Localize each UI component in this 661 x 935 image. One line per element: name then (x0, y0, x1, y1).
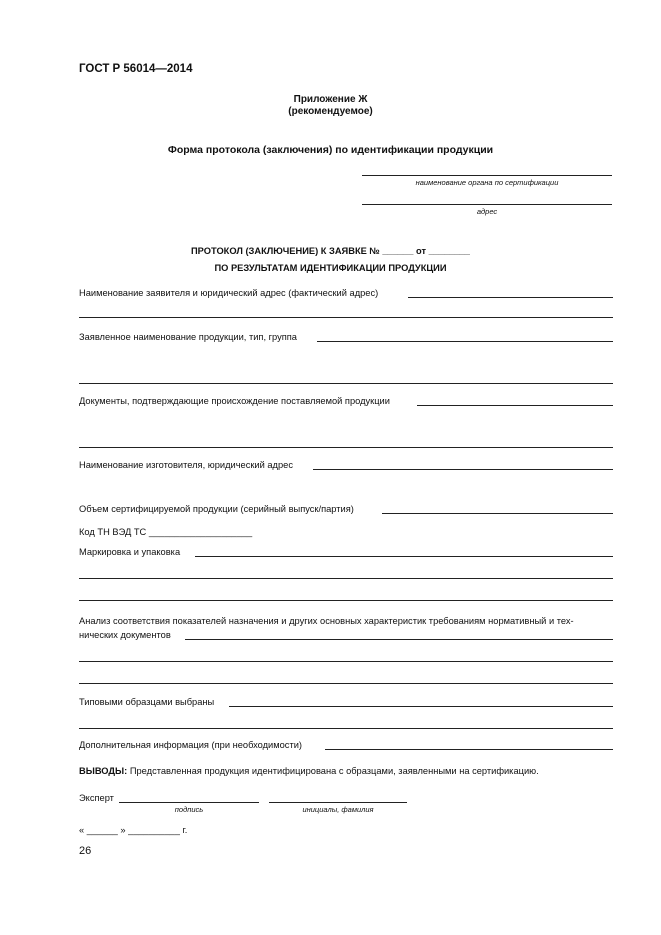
additional-label: Дополнительная информация (при необходимости) (79, 740, 302, 750)
page-number: 26 (79, 845, 92, 857)
analysis-field-line3[interactable] (79, 683, 613, 684)
protocol-from: от (416, 246, 427, 256)
annex-subtitle: (рекомендуемое) (288, 106, 373, 117)
expert-name-caption: инициалы, фамилия (302, 805, 374, 814)
additional-field[interactable] (325, 749, 613, 750)
analysis-label-line1: Анализ соответствия показателей назначения и других основных характеристик требованиям нормативный и тех- (79, 616, 574, 626)
product-name-field-line2[interactable] (79, 383, 613, 384)
hs-code-field[interactable]: ____________________ (148, 527, 253, 537)
protocol-heading-line2: ПО РЕЗУЛЬТАТАМ ИДЕНТИФИКАЦИИ ПРОДУКЦИИ (214, 263, 447, 273)
applicant-field[interactable] (408, 297, 613, 298)
protocol-heading-line1 (0, 245, 661, 257)
date-close-quote: » (120, 825, 126, 835)
application-date-blank[interactable]: ________ (428, 246, 470, 256)
analysis-field-line2[interactable] (79, 661, 613, 662)
manufacturer-field[interactable] (313, 469, 613, 470)
annex-title: Приложение Ж (293, 94, 368, 105)
date-month-blank[interactable]: __________ (128, 825, 180, 835)
product-name-label: Заявленное наименование продукции, тип, группа (79, 332, 297, 342)
origin-docs-field[interactable] (417, 405, 613, 406)
origin-docs-field-line2[interactable] (79, 447, 613, 448)
analysis-field[interactable] (185, 639, 613, 640)
samples-field[interactable] (229, 706, 613, 707)
authority-name-line[interactable] (362, 175, 612, 176)
samples-field-line2[interactable] (79, 728, 613, 729)
manufacturer-label: Наименование изготовителя, юридический адрес (79, 460, 293, 470)
date-open-quote: « (79, 825, 85, 835)
authority-address-line[interactable] (362, 204, 612, 205)
samples-label: Типовыми образцами выбраны (79, 697, 215, 707)
signature-field[interactable] (119, 802, 259, 803)
applicant-label: Наименование заявителя и юридический адрес (фактический адрес) (79, 288, 379, 298)
origin-docs-label: Документы, подтверждающие происхождение поставляемой продукции (79, 396, 390, 406)
expert-label: Эксперт (79, 793, 114, 803)
application-number-blank[interactable]: ______ (382, 246, 414, 256)
form-title: Форма протокола (заключения) по идентификации продукции (167, 144, 494, 156)
date-year-suffix: г. (182, 825, 188, 835)
date-line (79, 824, 187, 836)
applicant-field-line2[interactable] (79, 317, 613, 318)
standard-code: ГОСТ Р 56014—2014 (79, 63, 193, 75)
date-day-blank[interactable]: ______ (86, 825, 118, 835)
marking-label: Маркировка и упаковка (79, 547, 181, 557)
protocol-prefix: ПРОТОКОЛ (ЗАКЛЮЧЕНИЕ) К ЗАЯВКЕ № (191, 246, 380, 256)
signature-caption: подпись (174, 805, 204, 814)
authority-name-caption: наименование органа по сертификации (415, 178, 559, 187)
analysis-label-line2: нических документов (79, 630, 171, 640)
hs-code-label: Код ТН ВЭД ТС (79, 527, 147, 537)
volume-label: Объем сертифицируемой продукции (серийный выпуск/партия) (79, 504, 354, 514)
marking-field-line3[interactable] (79, 600, 613, 601)
authority-address-caption: адрес (476, 207, 498, 216)
conclusion-text: Представленная продукция идентифицирована с образцами, заявленными на сертификацию. (129, 766, 539, 776)
marking-field-line2[interactable] (79, 578, 613, 579)
conclusion-label: ВЫВОДЫ: (79, 766, 128, 776)
product-name-field[interactable] (317, 341, 613, 342)
hs-code-row (79, 526, 252, 538)
marking-field[interactable] (195, 556, 613, 557)
expert-name-field[interactable] (269, 802, 407, 803)
conclusion-row (79, 765, 539, 777)
volume-field[interactable] (382, 513, 613, 514)
